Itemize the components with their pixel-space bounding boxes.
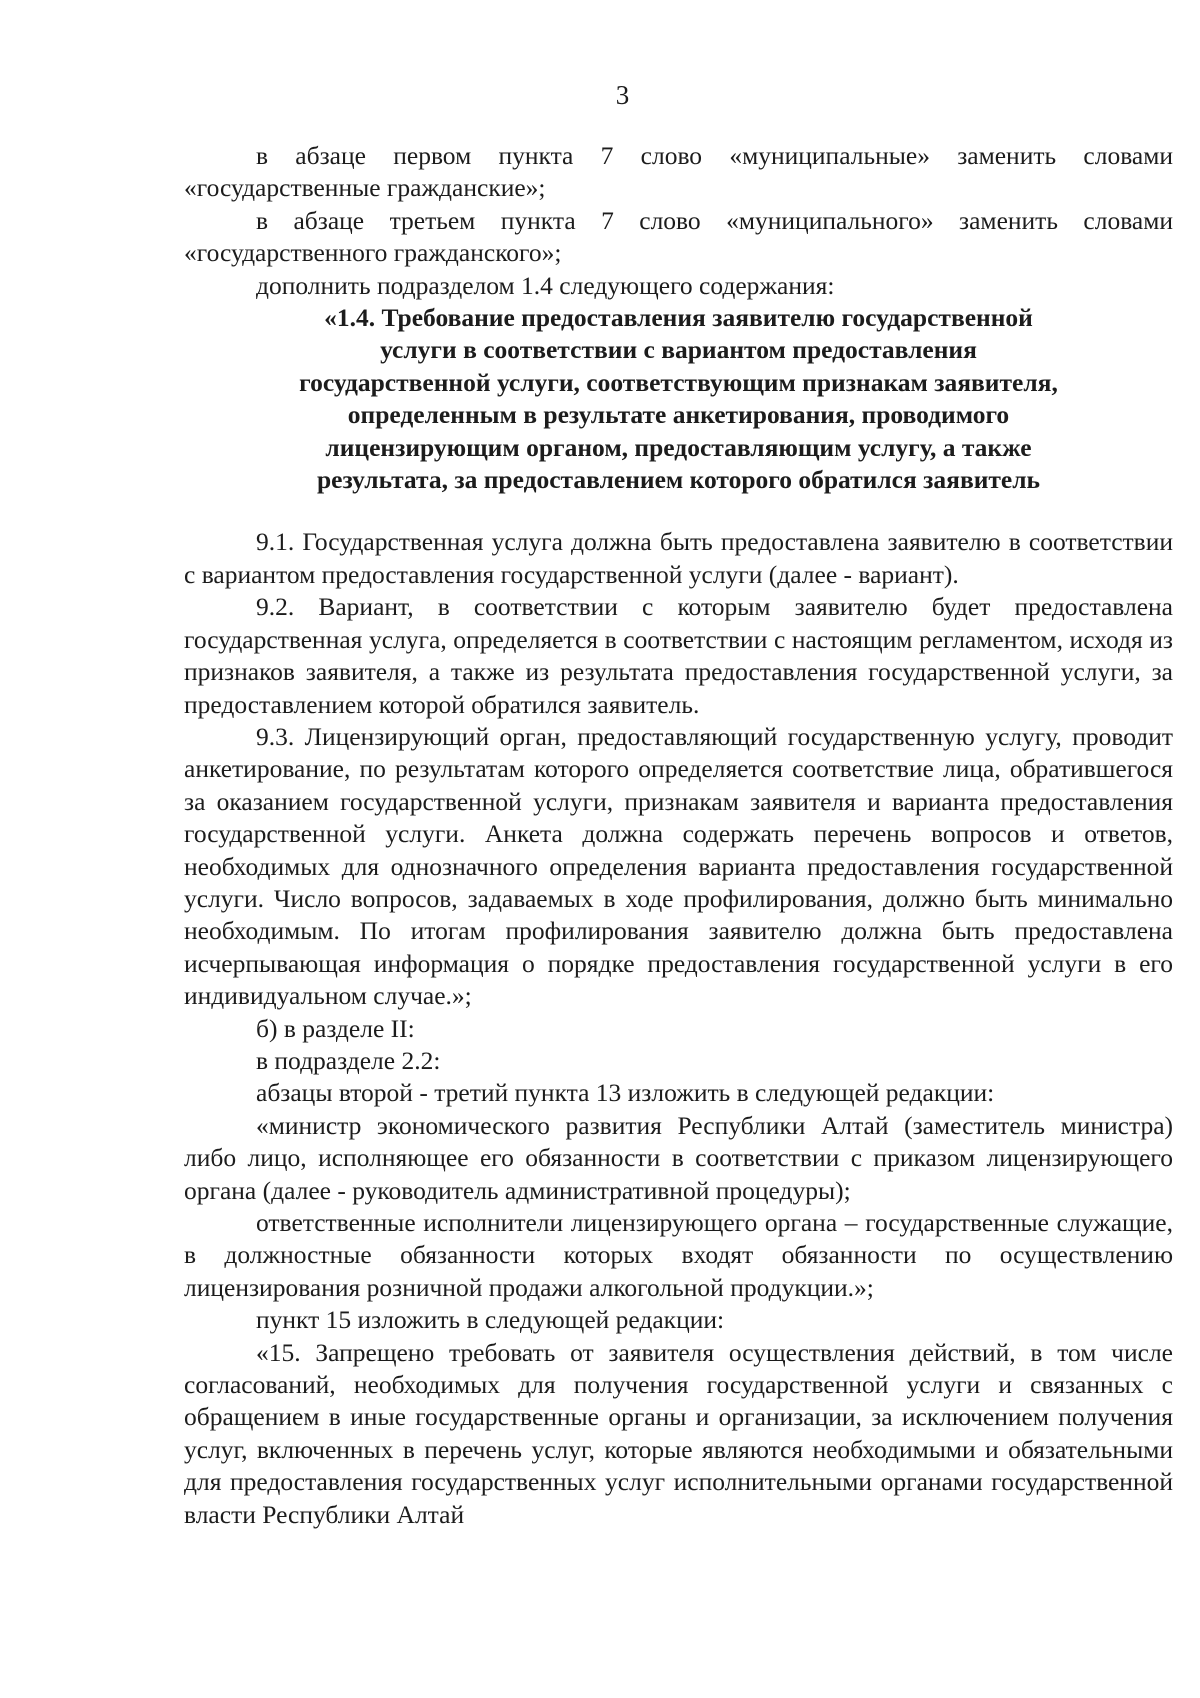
paragraph: дополнить подразделом 1.4 следующего содержания:: [256, 270, 835, 300]
heading-line: «1.4. Требование предоставления заявителю государственной: [324, 303, 1033, 333]
paragraph: «15. Запрещено требовать от заявителя осуществления действий, в том числе согласований, необходимых для получения государственной услуги и связанных с обращением в иные государственные органы и организации, за исключением получения услуг, включенных в перечень услуг, которые являются необходимыми и обязательными для предоставления государственных услуг исполнительными органами государственной власти Республики Алтай: [184, 1337, 1173, 1529]
paragraph: в подразделе 2.2:: [256, 1045, 441, 1075]
paragraph: «министр экономического развития Республики Алтай (заместитель министра) либо лицо, исполняющее его обязанности в соответствии с приказом лицензирующего органа (далее - руководитель административной процедуры);: [184, 1110, 1173, 1205]
paragraph: 9.3. Лицензирующий орган, предоставляющий государственную услугу, проводит анкетирование, по результатам которого определяется соответствие лица, обратившегося за оказанием государственной услуги, признакам заявителя и варианта предоставления государственной услуги. Анкета должна содержать перечень вопросов и ответов, необходимых для однозначного определения варианта предоставления государственной услуги. Число вопросов, задаваемых в ходе профилирования, должно быть минимально необходимым. По итогам профилирования заявителю должна быть предоставлена исчерпывающая информация о порядке предоставления государственной услуги в его индивидуальном случае.»;: [184, 721, 1173, 1011]
section-heading: [214, 302, 1144, 526]
paragraph: в абзаце третьем пункта 7 слово «муниципального» заменить словами «государственного гражданского»;: [184, 205, 1173, 268]
heading-line: лицензирующим органом, предоставляющим услугу, а также: [325, 432, 1032, 462]
heading-line: государственной услуги, соответствующим признакам заявителя,: [299, 367, 1058, 397]
document-body: [184, 140, 1173, 1531]
heading-line: услуги в соответствии с вариантом предоставления: [380, 335, 977, 365]
heading-line: определенным в результате анкетирования, проводимого: [347, 400, 1010, 430]
paragraph: абзацы второй - третий пункта 13 изложить в следующей редакции:: [256, 1078, 995, 1108]
paragraph: 9.2. Вариант, в соответствии с которым заявителю будет предоставлена государственная услуга, определяется в соответствии с настоящим регламентом, исходя из признаков заявителя, а также из результата предоставления государственной услуги, за предоставлением которой обратился заявитель.: [184, 592, 1173, 719]
paragraph: пункт 15 изложить в следующей редакции:: [256, 1305, 725, 1335]
paragraph: б) в разделе II:: [256, 1013, 415, 1043]
heading-line: результата, за предоставлением которого обратился заявитель: [316, 465, 1041, 495]
paragraph: в абзаце первом пункта 7 слово «муниципальные» заменить словами «государственные гражданские»;: [184, 141, 1173, 203]
paragraph: 9.1. Государственная услуга должна быть предоставлена заявителю в соответствии с вариантом предоставления государственной услуги (далее - вариант).: [184, 527, 1173, 589]
page-number: 3: [615, 80, 630, 110]
paragraph: ответственные исполнители лицензирующего органа – государственные служащие, в должностные обязанности которых входят обязанности по осуществлению лицензирования розничной продажи алкогольной продукции.»;: [184, 1208, 1173, 1302]
